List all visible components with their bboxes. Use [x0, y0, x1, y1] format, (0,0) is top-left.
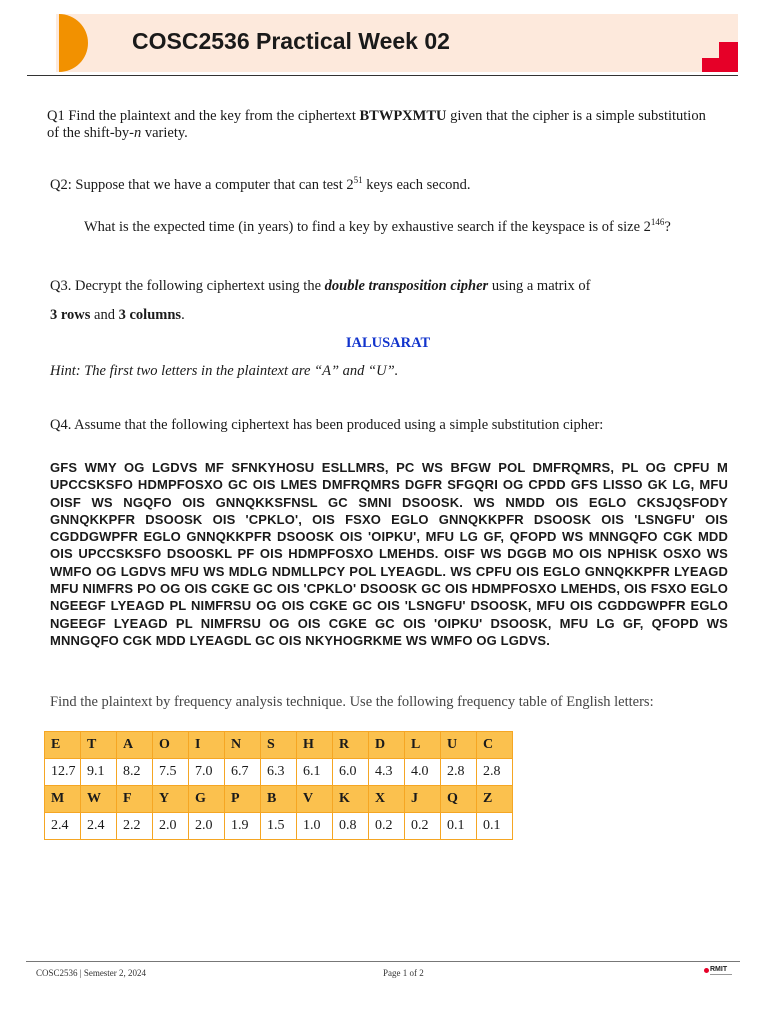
rmit-logo: RMIT [704, 966, 734, 978]
freq-intro: Find the plaintext by frequency analysis technique. Use the following frequency table of English letters: [50, 694, 654, 710]
q3-hint: Hint: The first two letters in the plaintext are “A” and “U”. [50, 363, 399, 379]
q4-ciphertext: GFS WMY OG LGDVS MF SFNKYHOSU ESLLMRS, PC WS BFGW POL DMFRQMRS, PL OG CPFU M UPCCSKSFO HDMPFOSXO GC OIS LMES DMFRQMRS DGFR SFGQRI OG CPDD GFS LISSO GK LG, MFU OISF WS NGQFO OIS GNNQKKSFNSL GC SMNI DSOOSK. WS NMDD OIS EGLO CKSJQSFODY GNNQKKPFR DSOOSK OIS 'CPKLO', OIS FSXO EGLO GNNQKKPFR DSOOSK OIS 'LSNGFU' OIS CGDDGWPFR EGLO GNNQKKPFR DSOOSK OIS 'OIPKU', MFU LG GF, QFOPD WS MNNGQFO CGK MDD OIS UPCCSKSFO DSOOSKL PF OIS HDMPFOSXO LMEHDS. OISF WS DGGB MO OIS NPHISK OSXO WS WMFO OG LGDVS MFU WS MDLG NDMLLPCY POL LYEAGDL. WS CPFU OIS EGLO GNNQKKPFR LYEAGD MFU NIMFRS PO OG OIS CGKE GC OIS 'CPKLO' DSOOSK GC OIS HDMPFOSXO LMEHDS, OIS FSXO EGLO NGEEGF LYEAGD PL NIMFRSU OG OIS CGKE GC OIS 'LSNGFU' DSOOSK, MFU OIS CGDDGWPFR EGLO NGEEGF LYEAGD PL NIMFRSU OG OIS CGKE GC OIS 'OIPKU' DSOOSK, MFU LG GF, QFOPD WS MNNGQFO CGK MDD LYEAGDL GC OIS NKYHOGRKME WS WMFO OG LGDVS. [50, 460, 728, 648]
question-3-matrix: 3 rows and 3 columns. [50, 307, 185, 323]
frequency-table [44, 731, 513, 840]
question-1: Q1 Find the plaintext and the key from the ciphertext BTWPXMTU given that the cipher is a simple substitution of the shift-by-n variety. [47, 108, 706, 141]
freq-row-letters-2: M W F Y G P B V K X J Q Z [45, 786, 513, 813]
question-3: Q3. Decrypt the following ciphertext using the double transposition cipher using a matrix of [50, 278, 591, 294]
question-4: Q4. Assume that the following ciphertext has been produced using a simple substitution cipher: [50, 417, 604, 433]
freq-row-values-2: 2.4 2.4 2.2 2.0 2.0 1.9 1.5 1.0 0.8 0.2 0.2 0.1 0.1 [45, 813, 513, 840]
footer-divider [26, 961, 740, 962]
red-corner-mark [702, 42, 738, 72]
freq-row-values-1: 12.7 9.1 8.2 7.5 7.0 6.7 6.3 6.1 6.0 4.3 4.0 2.8 2.8 [45, 759, 513, 786]
question-2-detail: What is the expected time (in years) to find a key by exhaustive search if the keyspace is of size $2^{146}$? [84, 217, 671, 235]
page-title: COSC2536 Practical Week 02 [132, 28, 450, 54]
header-divider [27, 75, 738, 76]
footer-course: COSC2536 | Semester 2, 2024 [36, 968, 147, 978]
footer-page-number: Page 1 of 2 [383, 968, 424, 978]
freq-row-letters-1: E T A O I N S H R D L U C [45, 732, 513, 759]
q1-ciphertext: BTWPXMTU [359, 108, 447, 124]
q3-ciphertext: IALUSARAT [345, 335, 431, 351]
question-2: Q2: Suppose that we have a computer that can test $2^{51}$ keys each second. [50, 175, 471, 193]
